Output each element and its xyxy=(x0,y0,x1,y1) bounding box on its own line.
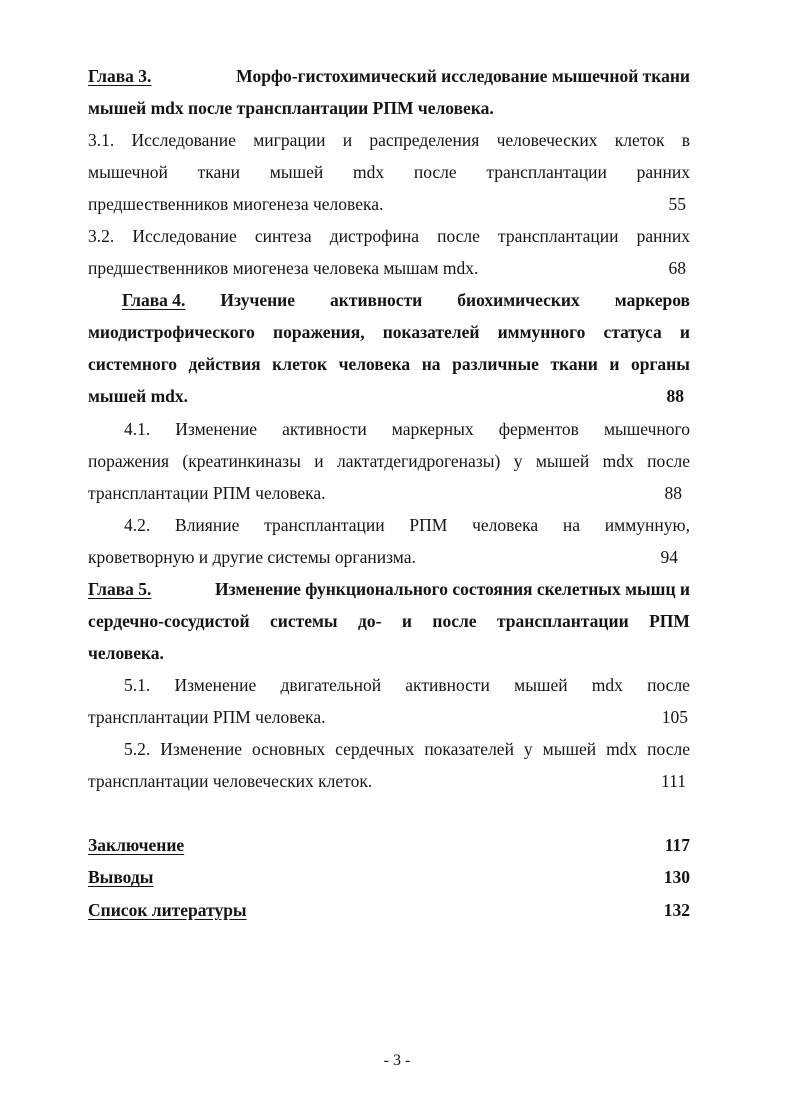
toc-references-label[interactable]: Список литературы xyxy=(88,900,247,920)
toc-references[interactable] xyxy=(88,894,690,926)
chapter-4-heading-line2: миодистрофического поражения, показателей иммунного статуса и xyxy=(88,322,690,342)
section-5-2-line1: 5.2. Изменение основных сердечных показателей у мышей mdx после xyxy=(124,739,690,759)
page-number: 68 xyxy=(668,258,686,278)
page-number: 132 xyxy=(663,900,690,920)
toc-conclusion[interactable] xyxy=(88,829,690,861)
page-number: 88 xyxy=(666,386,684,406)
toc-findings-label[interactable]: Выводы xyxy=(88,867,154,887)
chapter-4-heading-line4: мышей mdx. 88 xyxy=(88,380,684,412)
section-3-1-line3: предшественников миогенеза человека. 55 xyxy=(88,188,686,220)
chapter-5-heading-line3: человека. xyxy=(88,643,164,663)
chapter-3-title-part1: Морфо-гистохимический исследование мышечной ткани xyxy=(236,66,690,86)
section-3-1-line1: 3.1. Исследование миграции и распределения человеческих клеток в xyxy=(88,130,690,150)
page-number: 105 xyxy=(661,707,688,727)
section-5-2-line2: трансплантации человеческих клеток. 111 xyxy=(88,765,686,797)
section-3-2-line1: 3.2. Исследование синтеза дистрофина после трансплантации ранних xyxy=(88,226,690,246)
toc-findings[interactable] xyxy=(88,861,690,893)
section-5-1-line2: трансплантации РПМ человека. 105 xyxy=(88,701,688,733)
page-number: 130 xyxy=(663,867,690,887)
page-number: 94 xyxy=(660,547,678,567)
chapter-4-prefix: Глава 4. xyxy=(122,290,186,310)
section-4-1-line3: трансплантации РПМ человека. 88 xyxy=(88,477,682,509)
section-4-2-line1: 4.2. Влияние трансплантации РПМ человека на иммунную, xyxy=(124,515,690,535)
chapter-5-prefix: Глава 5. xyxy=(88,579,152,599)
section-5-1-line1: 5.1. Изменение двигательной активности мышей mdx после xyxy=(124,675,690,695)
chapter-5-heading-line1: Глава 5. Изменение функционального состояния скелетных мышц и xyxy=(88,573,690,605)
section-4-1-line1: 4.1. Изменение активности маркерных ферментов мышечного xyxy=(124,419,690,439)
chapter-5-heading-line2: сердечно-сосудистой системы до- и после трансплантации РПМ xyxy=(88,611,690,631)
page-footer-number: - 3 - xyxy=(383,1052,411,1069)
section-3-1-line2: мышечной ткани мышей mdx после трансплантации ранних xyxy=(88,162,690,182)
chapter-4-heading-line1: Глава 4. Изучение активности биохимических маркеров xyxy=(122,284,690,316)
chapter-4-heading-line3: системного действия клеток человека на различные ткани и органы xyxy=(88,354,690,374)
chapter-3-heading-line2: мышей mdx после трансплантации РПМ человека. xyxy=(88,98,494,118)
toc-conclusion-label[interactable]: Заключение xyxy=(88,835,185,855)
section-3-2-line2: предшественников миогенеза человека мышам mdx. 68 xyxy=(88,252,686,284)
chapter-3-prefix: Глава 3. xyxy=(88,66,152,86)
section-4-1-line2: поражения (креатинкиназы и лактатдегидрогеназы) у мышей mdx после xyxy=(88,451,690,471)
page-number: 117 xyxy=(664,835,690,855)
section-4-2-line2: кроветворную и другие системы организма. 94 xyxy=(88,541,678,573)
chapter-3-heading-line1 xyxy=(88,60,690,92)
page-number: 55 xyxy=(668,194,686,214)
page-number: 111 xyxy=(661,771,686,791)
page-number: 88 xyxy=(664,483,682,503)
